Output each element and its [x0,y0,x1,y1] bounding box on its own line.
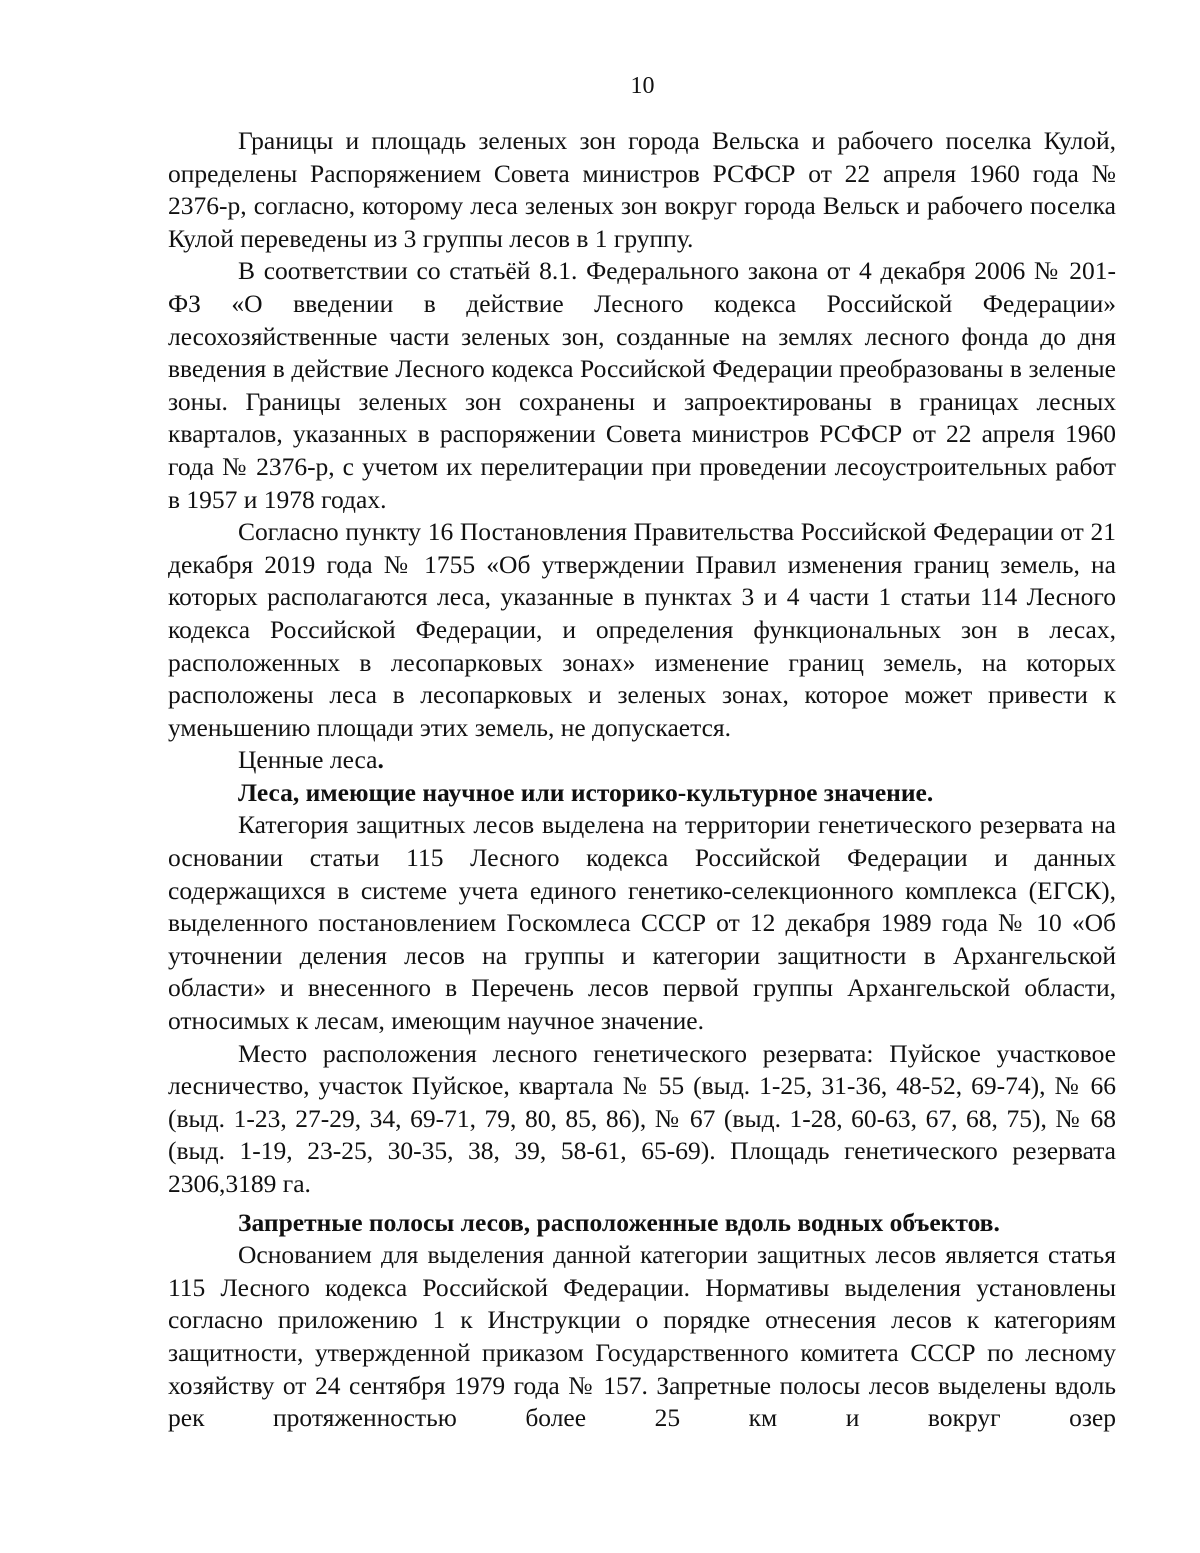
paragraph-genetic-reserve-category: Категория защитных лесов выделена на территории генетического резервата на основании статьи 115 Лесного кодекса Российской Федерации и данных содержащихся в системе учета единого генетико-селекционного комплекса (ЕГСК), выделенного постановлением Госкомлеса СССР от 12 декабря 1989 года № 10 «Об уточнении деления лесов на группы и категории защитности в Архангельской области» и внесенного в Перечень лесов первой группы Архангельской области, относимых к лесам, имеющим научное значение. [168,810,1116,1036]
paragraph-genetic-reserve-location: Место расположения лесного генетического резервата: Пуйское участковое лесничество, участок Пуйское, квартала № 55 (выд. 1-25, 31-36, 48-52, 69-74), № 66 (выд. 1-23, 27-29, 34, 69-71, 79, 80, 85, 86), № 67 (выд. 1-28, 60-63, 67, 68, 75), № 68 (выд. 1-19, 23-25, 30-35, 38, 39, 58-61, 65-69). Площадь генетического резервата 2306,3189 га. [168,1038,1116,1198]
paragraph-valuable-forests [168,744,1116,777]
valuable-forests-label: Ценные леса [238,745,378,775]
paragraph-government-decree-1755: Согласно пункту 16 Постановления Правительства Российской Федерации от 21 декабря 2019 года № 1755 «Об утверждении Правил изменения границ земель, на которых располагаются леса, указанные в пунктах 3 и 4 части 1 статьи 114 Лесного кодекса Российской Федерации, и определения функциональных зон в лесах, расположенных в лесопарковых зонах» изменение границ земель, на которых расположены леса в лесопарковых и зеленых зонах, которое может привести к уменьшению площади этих земель, не допускается. [168,517,1116,742]
paragraph-prohibited-strips-basis: Основанием для выделения данной категории защитных лесов является статья 115 Лесного кодекса Российской Федерации. Нормативы выделения установлены согласно приложению 1 к Инструкции о порядке отнесения лесов к категориям защитности, утвержденной приказом Государственного комитета СССР по лесному хозяйству от 24 сентября 1979 года № 157. Запретные полосы лесов выделены вдоль рек протяженностью более 25 км и вокруг озер [168,1240,1116,1433]
paragraph-federal-law-8-1: В соответствии со статьёй 8.1. Федерального закона от 4 декабря 2006 № 201-ФЗ «О введении в действие Лесного кодекса Российской Федерации» лесохозяйственные части зеленых зон, созданные на землях лесного фонда до дня введения в действие Лесного кодекса Российской Федерации преобразованы в зеленые зоны. Границы зеленых зон сохранены и запроектированы в границах лесных кварталов, указанных в распоряжении Совета министров РСФСР от 22 апреля 1960 года № 2376-р, с учетом их перелитерации при проведении лесоустроительных работ в 1957 и 1978 годах. [168,256,1116,514]
heading-prohibited-strips: Запретные полосы лесов, расположенные вдоль водных объектов. [238,1207,1000,1237]
paragraph-green-zones-boundaries: Границы и площадь зеленых зон города Вельска и рабочего поселка Кулой, определены Распоряжением Совета министров РСФСР от 22 апреля 1960 года № 2376-р, согласно, которому леса зеленых зон вокруг города Вельск и рабочего поселка Кулой переведены из 3 группы лесов в 1 группу. [168,126,1116,253]
page-number: 10 [630,73,655,99]
valuable-forests-dot: . [377,745,384,775]
heading-scientific-forests: Леса, имеющие научное или историко-культурное значение. [238,777,934,807]
document-body [168,125,1116,1435]
